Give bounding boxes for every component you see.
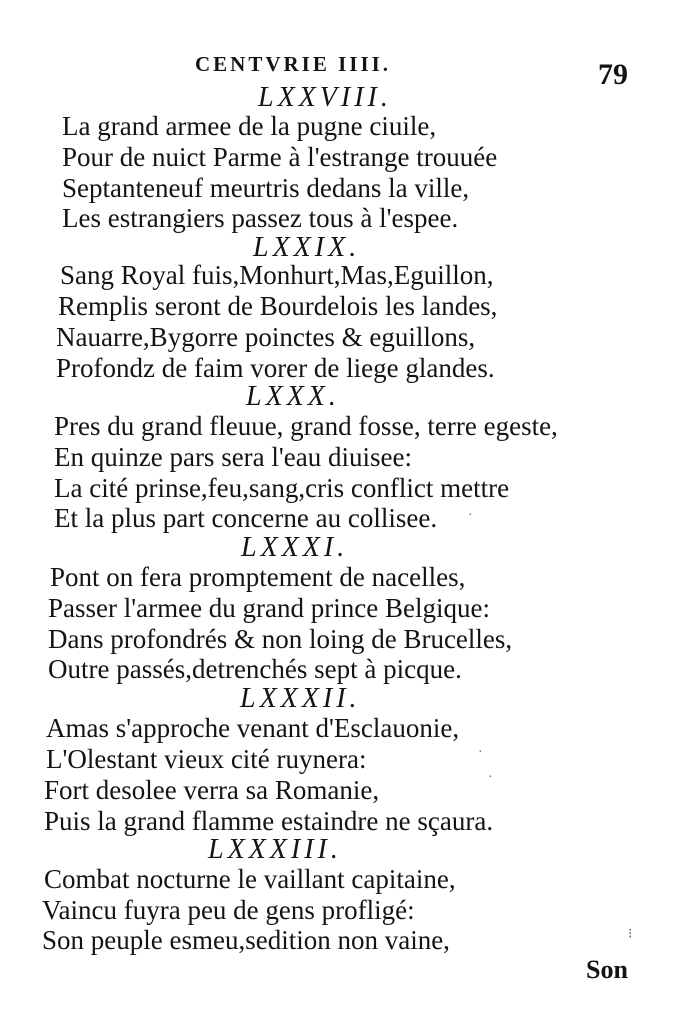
verse-line: Septanteneuf meurtris dedans la ville, [62, 173, 470, 203]
verse-line: Nauarre,Bygorre poinctes & eguillons, [56, 322, 476, 352]
quatrain-numeral: LXXXII. [240, 683, 361, 714]
verse-line: Pres du grand fleuue, grand fosse, terre egeste, [54, 411, 558, 441]
verse-line: La cité prinse,feu,sang,cris conflict mettre [54, 473, 510, 503]
quatrain-numeral: LXXIX. [253, 232, 361, 263]
ink-speck: · [468, 508, 473, 523]
ink-speck: ⁝ [628, 927, 633, 942]
quatrain-numeral: LXXVIII. [258, 82, 392, 113]
catchword: Son [586, 955, 628, 984]
quatrain-numeral: LXXX. [246, 381, 340, 412]
verse-line: Les estrangiers passez tous à l'espee. [62, 203, 459, 233]
running-head: CENTVRIE IIII. [195, 52, 392, 76]
quatrain-numeral: LXXXI. [241, 532, 349, 563]
verse-line: La grand armee de la pugne ciuile, [62, 111, 437, 141]
page-number: 79 [598, 58, 628, 91]
verse-line: Pont on fera promptement de nacelles, [50, 562, 466, 592]
ink-speck: · [488, 770, 493, 785]
verse-line: Remplis seront de Bourdelois les landes, [58, 291, 498, 321]
verse-line: Profondz de faim vorer de liege glandes. [56, 353, 495, 383]
ink-speck: · [478, 745, 483, 760]
verse-line: Amas s'approche venant d'Esclauonie, [46, 713, 460, 743]
verse-line: Puis la grand flamme estaindre ne sçaura. [44, 806, 494, 836]
verse-line: Sang Royal fuis,Monhurt,Mas,Eguillon, [60, 260, 494, 290]
verse-line: Dans profondrés & non loing de Brucelles, [48, 624, 513, 654]
verse-line: L'Olestant vieux cité ruynera: [46, 744, 367, 774]
verse-line: Et la plus part concerne au collisee. [54, 503, 438, 533]
quatrain-numeral: LXXXIII. [208, 834, 342, 865]
verse-line: Outre passés,detrenchés sept à picque. [48, 654, 462, 684]
verse-line: Vaincu fuyra peu de gens profligé: [42, 895, 415, 925]
verse-line: Pour de nuict Parme à l'estrange trouuée [62, 142, 498, 172]
verse-line: Fort desolee verra sa Romanie, [44, 775, 380, 805]
verse-line: Passer l'armee du grand prince Belgique: [48, 593, 490, 623]
verse-line: Combat nocturne le vaillant capitaine, [44, 864, 456, 894]
verse-line: Son peuple esmeu,sedition non vaine, [42, 925, 450, 955]
verse-line: En quinze pars sera l'eau diuisee: [54, 442, 412, 472]
